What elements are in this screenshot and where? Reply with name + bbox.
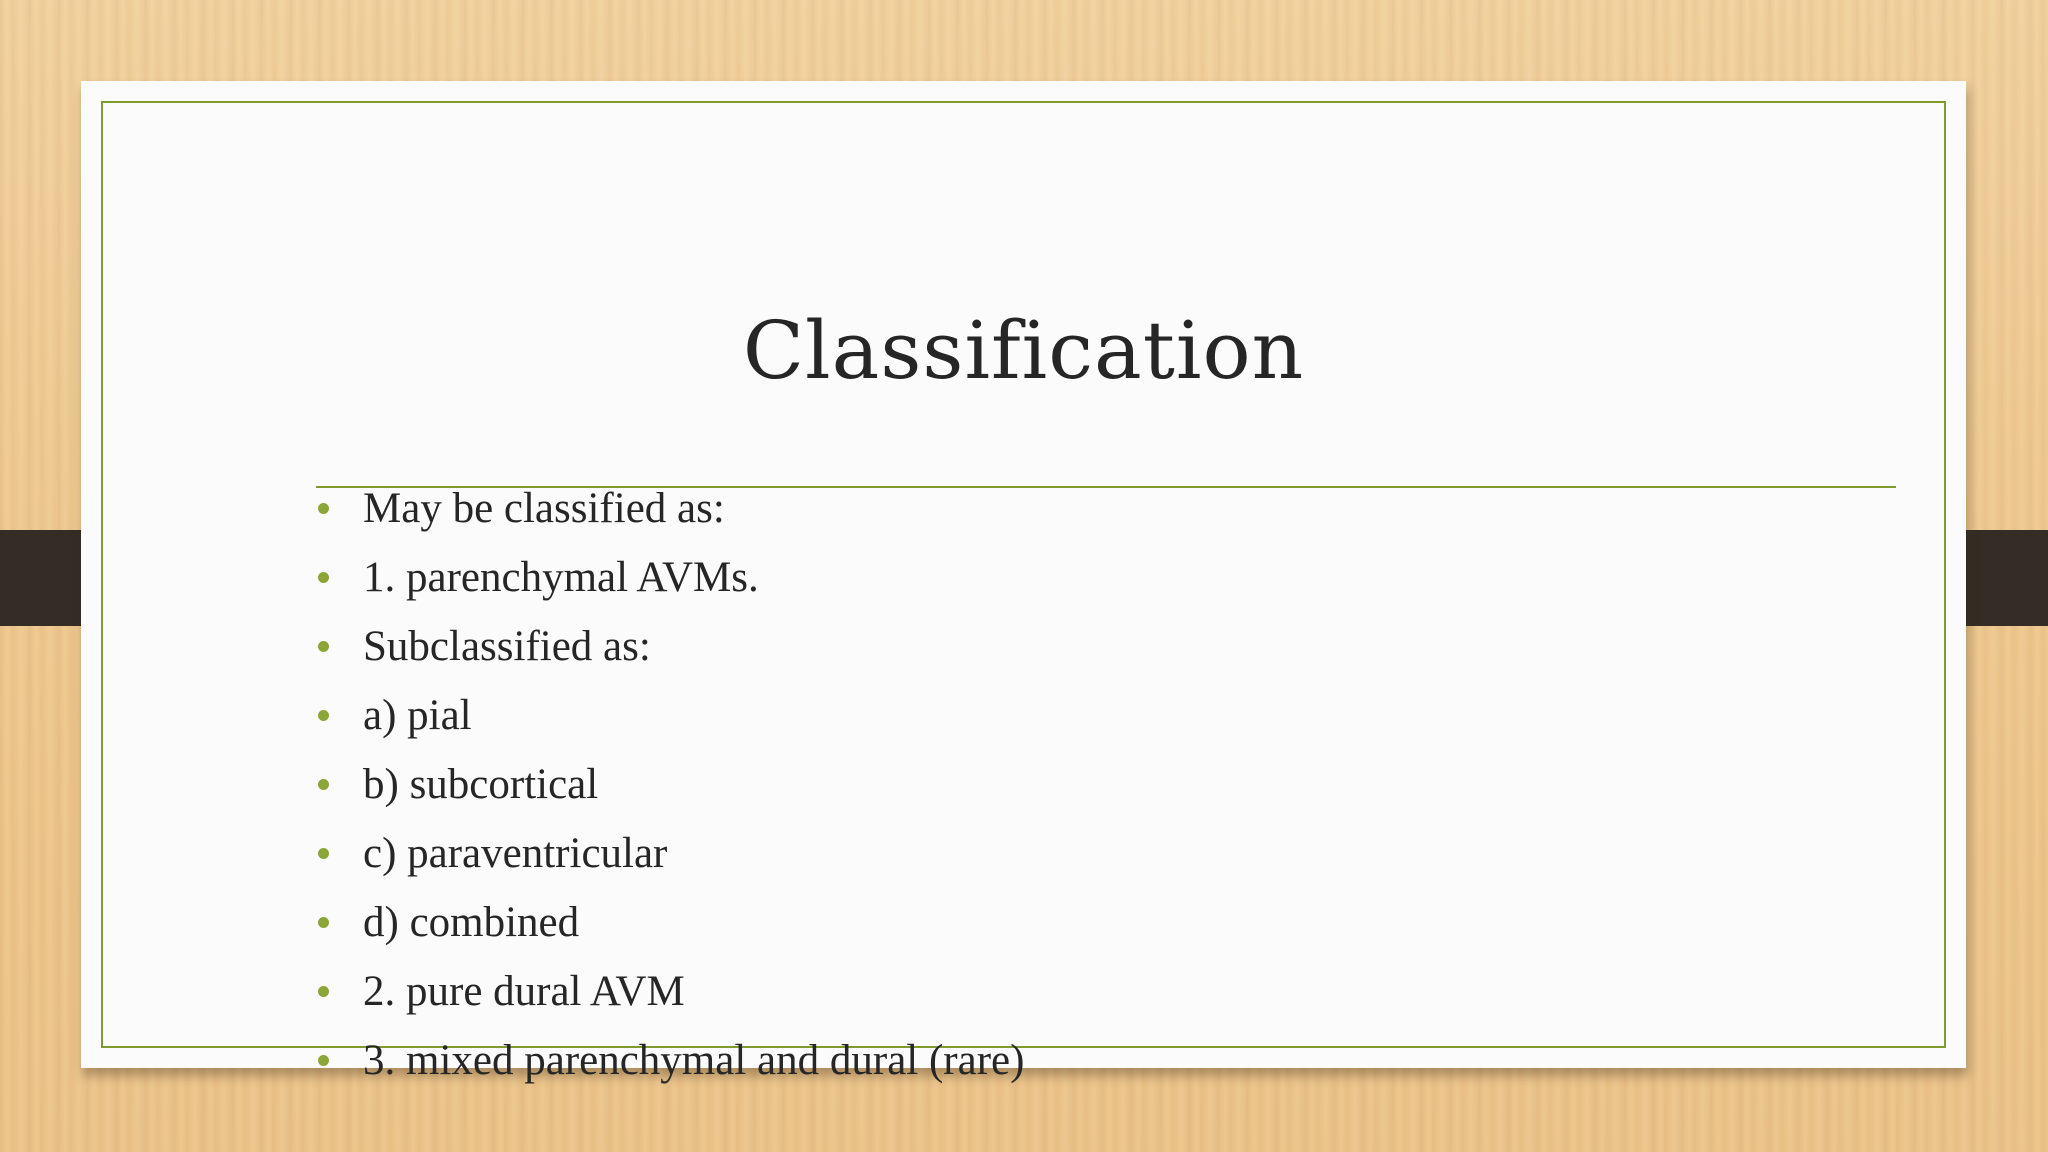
bullet-text: 3. mixed parenchymal and dural (rare) xyxy=(363,1037,1025,1084)
bullet-item xyxy=(316,757,1024,826)
bullet-item xyxy=(316,550,1024,619)
bullet-text: d) combined xyxy=(363,899,580,946)
bullet-text: c) paraventricular xyxy=(363,830,668,877)
slide-card xyxy=(81,81,1966,1084)
bullet-dot-icon xyxy=(318,503,329,514)
bullet-item xyxy=(316,1033,1024,1102)
bullet-text: a) pial xyxy=(363,692,472,739)
bullet-dot-icon xyxy=(318,917,329,928)
bullet-dot-icon xyxy=(318,986,329,997)
bullet-dot-icon xyxy=(318,779,329,790)
bullet-item xyxy=(316,895,1024,964)
bullet-item xyxy=(316,964,1024,1033)
bullet-item xyxy=(316,619,1024,688)
bullet-list xyxy=(316,481,1024,1102)
bullet-item xyxy=(316,481,1024,550)
bullet-item xyxy=(316,826,1024,895)
bullet-dot-icon xyxy=(318,1055,329,1066)
bullet-dot-icon xyxy=(318,710,329,721)
bullet-text: May be classified as: xyxy=(363,485,725,532)
bullet-dot-icon xyxy=(318,572,329,583)
slide-title: Classification xyxy=(742,304,1305,397)
bullet-text: b) subcortical xyxy=(363,761,599,808)
bullet-text: Subclassified as: xyxy=(363,623,651,670)
bullet-dot-icon xyxy=(318,848,329,859)
bullet-dot-icon xyxy=(318,641,329,652)
bullet-item xyxy=(316,688,1024,757)
bullet-text: 1. parenchymal AVMs. xyxy=(363,554,759,601)
bullet-text: 2. pure dural AVM xyxy=(363,968,685,1015)
